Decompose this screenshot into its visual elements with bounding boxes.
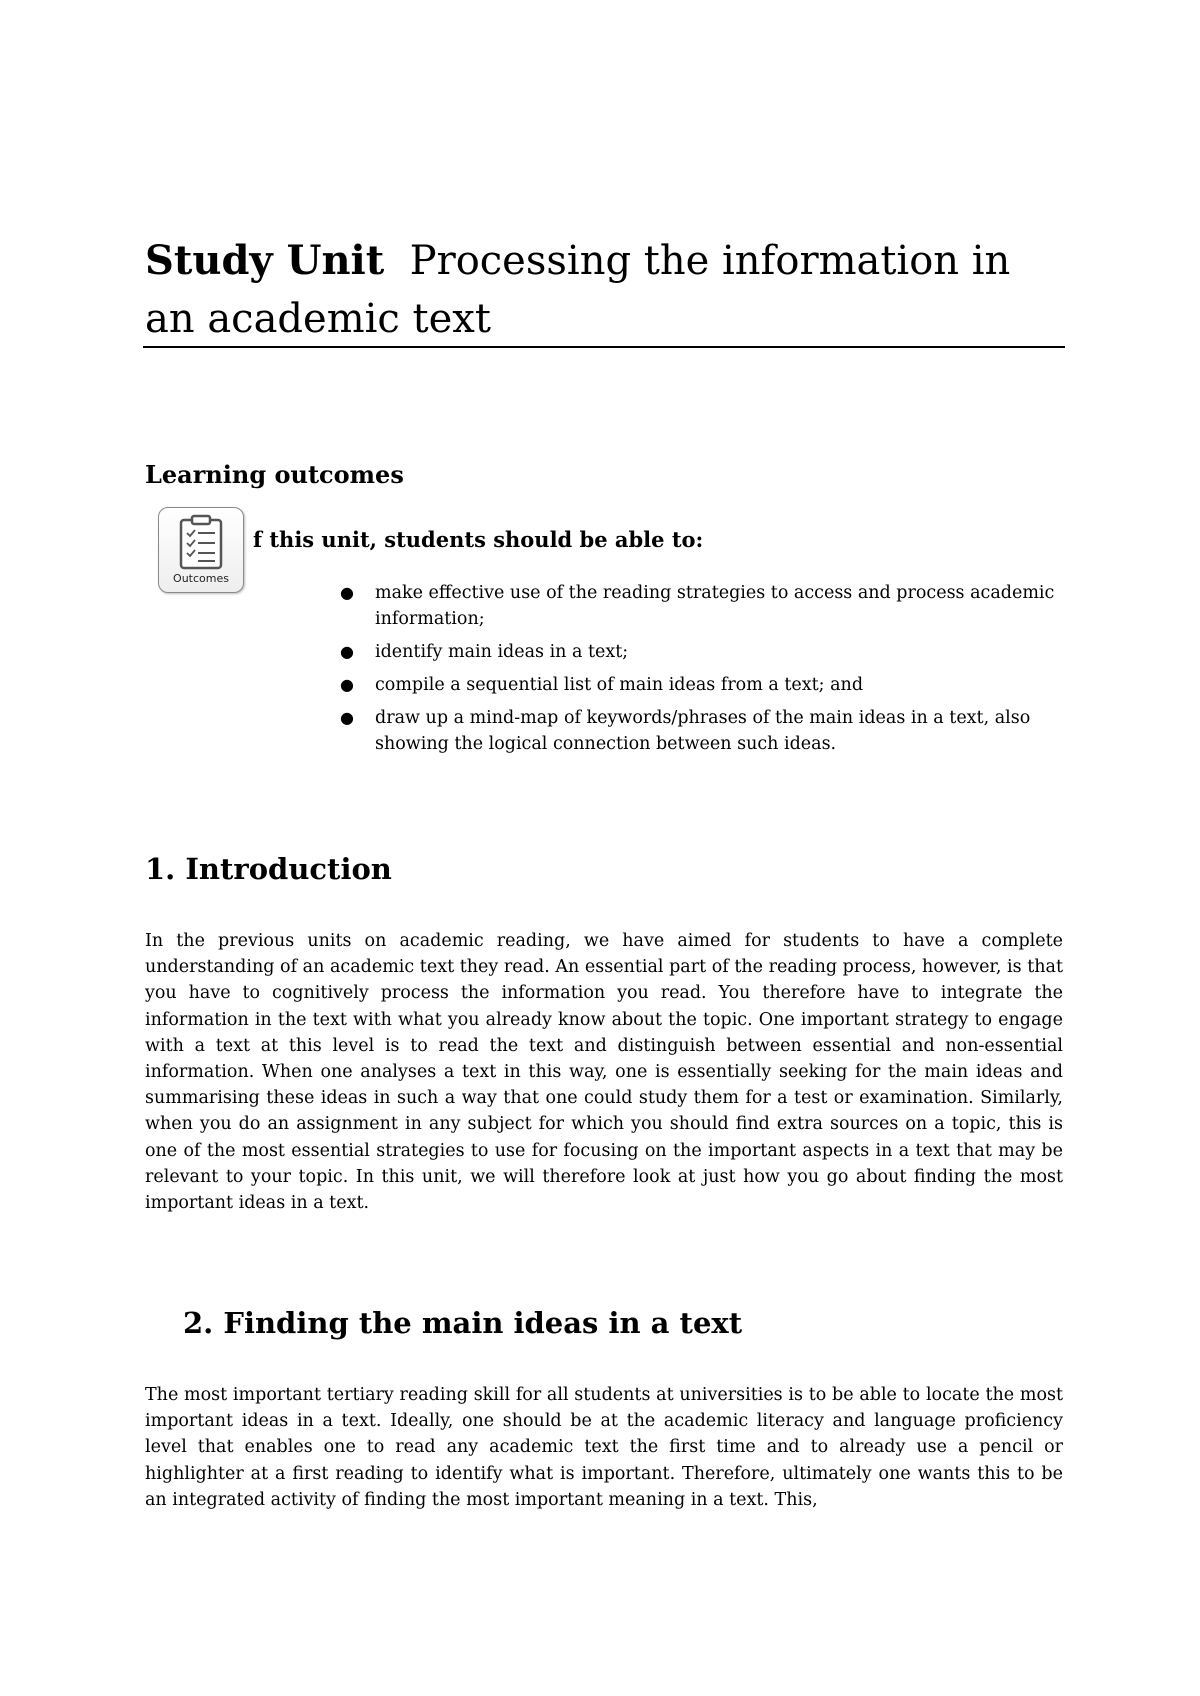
learning-outcomes-list [340,580,1055,764]
list-item [340,580,1055,632]
list-item-text: identify main ideas in a text; [375,642,629,662]
outcomes-clipboard-icon [158,507,244,593]
main-ideas-paragraph: The most important tertiary reading skill for all students at universities is to be able to locate the most important ideas in a text. Ideally, one should be at the academic literacy and language proficiency level that enables one to read any academic text the first time and to already use a pencil or highlighter at a first reading to identify what is important. Therefore, ultimately one wants this to be an integrated activity of finding the most important meaning in a text. This, [145,1385,1063,1510]
introduction-paragraph: In the previous units on academic reading, we have aimed for students to have a complete understanding of an academic text they read. An essential part of the reading process, however, is that you have to cognitively process the information you read. You therefore have to integrate the information in the text with what you already know about the topic. One important strategy to engage with a text at this level is to read the text and distinguish between essential and non-essential information. When one analyses a text in this way, one is essentially seeking for the main ideas and summarising these ideas in such a way that one could study them for a test or examination. Similarly, when you do an assignment in any subject for which you should find extra sources on a topic, this is one of the most essential strategies to use for focusing on the important aspects in a text that may be relevant to your topic. In this unit, we will therefore look at just how you go about finding the most important ideas in a text. [145,931,1063,1214]
bullet-icon: ● [340,583,354,602]
list-item-text: compile a sequential list of main ideas from a text; and [375,675,864,695]
bullet-icon: ● [340,642,354,661]
title-rest: Processing the information in an academic text [145,238,1011,342]
learning-outcomes-heading: Learning outcomes [145,460,404,489]
title-bold: Study Unit [145,237,385,284]
page-title [145,232,1065,348]
bullet-icon: ● [340,675,354,694]
list-item [340,639,1055,665]
section-heading-introduction: 1. Introduction [145,852,392,886]
section-heading-main-ideas: 2. Finding the main ideas in a text [183,1306,743,1340]
clipboard-icon [173,513,229,571]
list-item [340,672,1055,698]
outcomes-icon-label: Outcomes [173,572,229,585]
list-item-text: make effective use of the reading strategies to access and process academic information; [375,583,1055,629]
title-underline [143,346,1065,348]
list-item [340,705,1055,757]
learning-outcomes-intro: f this unit, students should be able to: [253,527,704,552]
bullet-icon: ● [340,708,354,727]
list-item-text: draw up a mind-map of keywords/phrases of the main ideas in a text, also showing the logical connection between such ideas. [375,708,1031,754]
